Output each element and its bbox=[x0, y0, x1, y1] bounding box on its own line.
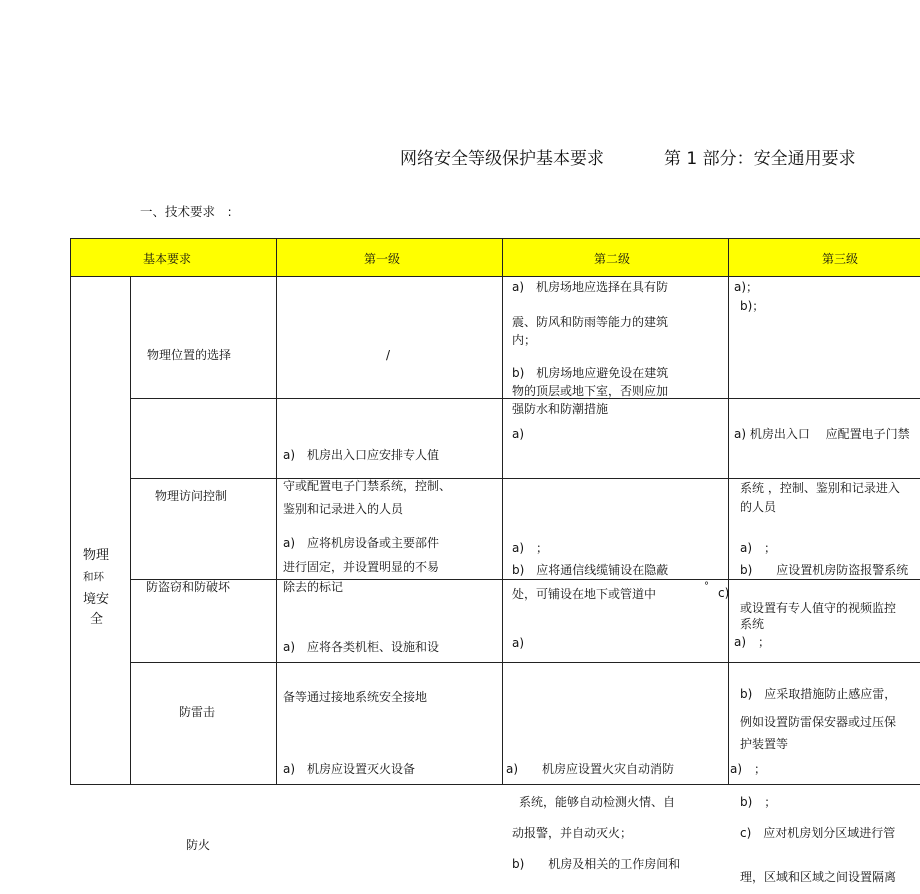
level2-text: 物的顶层或地下室，否则应加 bbox=[512, 384, 669, 398]
level3-text: 系统 bbox=[740, 617, 765, 631]
document-part-title: 第 1 部分：安全通用要求 bbox=[664, 149, 856, 169]
level1-text: 备等通过接地系统安全接地 bbox=[283, 690, 428, 704]
level1-text: 守或配置电子门禁系统，控制、 bbox=[283, 479, 452, 493]
level3-text: b) ； bbox=[740, 795, 777, 809]
level1-text: 除去的标记 bbox=[283, 580, 344, 594]
level2-text: b) 应将通信线缆铺设在隐蔽 bbox=[512, 563, 669, 577]
level1-text: 鉴别和记录进入的人员 bbox=[283, 502, 404, 516]
row-divider-4 bbox=[130, 662, 920, 663]
level1-text: a) 机房出入口应安排专人值 bbox=[283, 448, 440, 462]
level2-text: 处，可铺设在地下或管道中 bbox=[512, 587, 657, 601]
level3-column-divider bbox=[728, 238, 729, 785]
level2-text: 震、防风和防雨等能力的建筑 bbox=[512, 315, 669, 329]
level3-text: 理，区域和区域之间设置隔离 bbox=[740, 870, 897, 884]
level3-text: c) bbox=[718, 586, 730, 600]
level1-text: a) 应将机房设备或主要部件 bbox=[283, 536, 440, 550]
header-level-1: 第一级 bbox=[364, 252, 401, 266]
level2-column-divider bbox=[502, 238, 503, 785]
level3-text: a)； bbox=[734, 280, 759, 294]
level1-column-divider bbox=[276, 238, 277, 785]
section-heading: 一、技术要求 : bbox=[140, 204, 232, 219]
table-header-background bbox=[70, 238, 920, 276]
level3-text: 系统 ，控制、鉴别和记录进入 bbox=[740, 481, 900, 495]
level3-text: 例如设置防雷保安器或过压保 bbox=[740, 715, 897, 729]
level1-text: 进行固定，并设置明显的不易 bbox=[283, 560, 440, 574]
level2-text: b) 机房及相关的工作房间和 bbox=[512, 857, 681, 871]
level2-text: a) 机房应设置火灾自动消防 bbox=[506, 762, 675, 776]
header-basic-requirement: 基本要求 bbox=[143, 252, 192, 266]
level2-text: 动报警，并自动灭火； bbox=[512, 826, 633, 840]
level1-text: a) 应将各类机柜、设施和设 bbox=[283, 640, 440, 654]
level3-text: a) ； bbox=[740, 541, 777, 555]
level2-text: 系统，能够自动检测火情、自 bbox=[519, 795, 676, 809]
document-title: 网络安全等级保护基本要求 bbox=[400, 149, 604, 169]
row-label-fire: 防火 bbox=[186, 838, 211, 852]
table-border-left bbox=[70, 238, 71, 785]
level3-text: 的人员 bbox=[740, 500, 777, 514]
level1-location-slash: / bbox=[386, 348, 391, 362]
level2-degree-mark: ° bbox=[704, 581, 709, 592]
table-border-top bbox=[70, 238, 920, 239]
level3-text: b)； bbox=[740, 299, 765, 313]
category-line-4: 全 bbox=[90, 612, 104, 627]
level3-text: a) ； bbox=[734, 635, 771, 649]
row-label-anti-theft: 防盗窃和防破坏 bbox=[146, 580, 231, 594]
row-label-physical-location: 物理位置的选择 bbox=[147, 348, 232, 362]
category-line-2: 和环 bbox=[83, 571, 104, 583]
level2-text: 强防水和防潮措施 bbox=[512, 402, 609, 416]
level1-text: a) 机房应设置灭火设备 bbox=[283, 762, 416, 776]
row-label-access-control: 物理访问控制 bbox=[155, 489, 228, 503]
header-level-2: 第二级 bbox=[594, 252, 631, 266]
level2-text: a) ； bbox=[512, 541, 549, 555]
category-line-1: 物理 bbox=[83, 548, 110, 563]
level3-text: c) 应对机房划分区域进行管 bbox=[740, 826, 896, 840]
level3-text: 或设置有专人值守的视频监控 bbox=[740, 601, 897, 615]
level2-text: 内； bbox=[512, 333, 537, 347]
category-line-3: 境安 bbox=[83, 592, 110, 607]
level3-text: a) 机房出入口 应配置电子门禁 bbox=[734, 427, 910, 441]
level2-text: a) 机房场地应选择在具有防 bbox=[512, 280, 669, 294]
table-header-divider bbox=[70, 276, 920, 277]
level3-text: b) 应设置机房防盗报警系统 bbox=[740, 563, 909, 577]
row-label-lightning: 防雷击 bbox=[179, 705, 216, 719]
header-level-3: 第三级 bbox=[822, 252, 859, 266]
level2-text: a) bbox=[512, 427, 525, 441]
category-column-divider bbox=[130, 276, 131, 785]
level2-text: a) bbox=[512, 636, 525, 650]
row-divider-3 bbox=[130, 579, 920, 580]
level3-text: 护装置等 bbox=[740, 737, 789, 751]
row-divider-2 bbox=[130, 478, 920, 479]
level2-text: b) 机房场地应避免设在建筑 bbox=[512, 366, 669, 380]
level3-text: b) 应采取措施防止感应雷， bbox=[740, 687, 897, 701]
table-border-bottom bbox=[70, 784, 920, 785]
level3-text: a) ； bbox=[730, 762, 767, 776]
